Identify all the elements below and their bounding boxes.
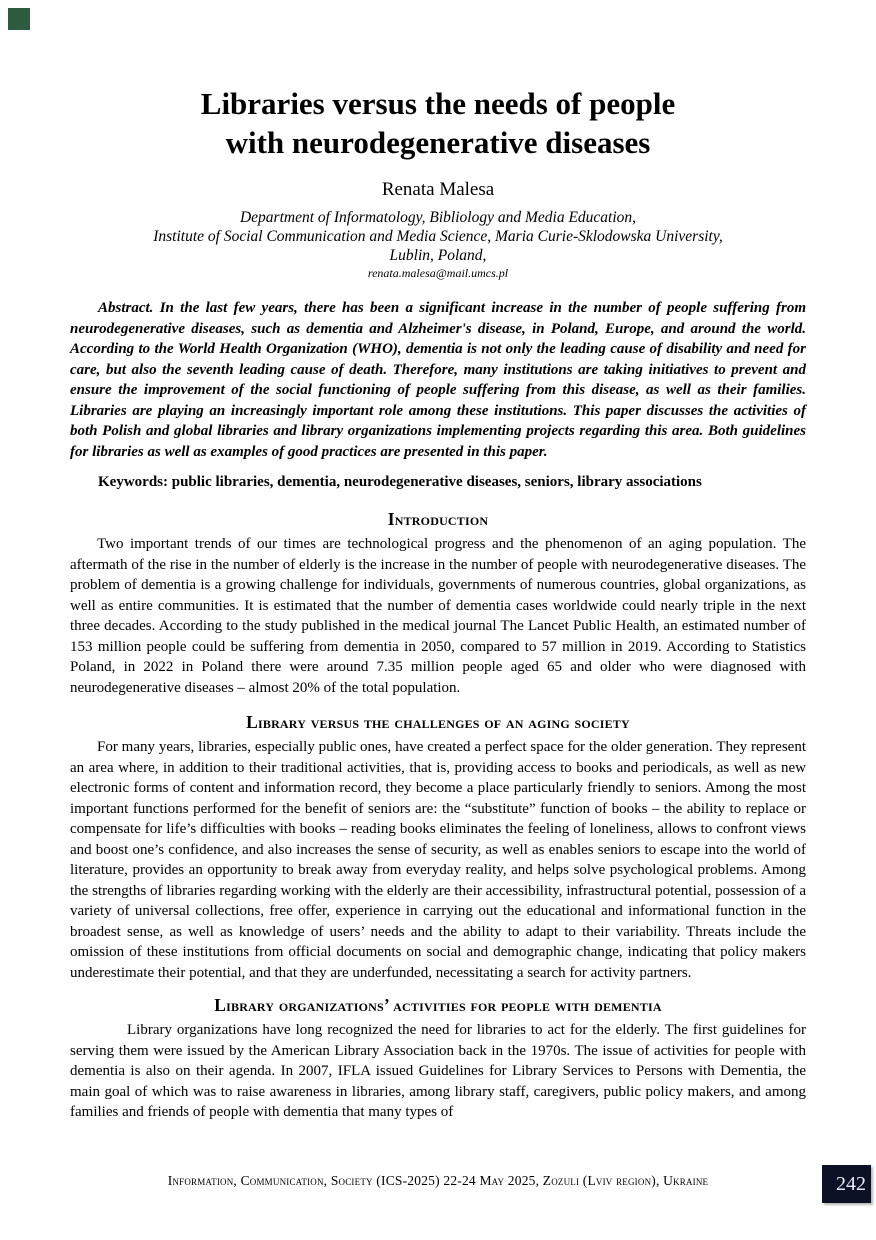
- paper-title: [70, 84, 806, 162]
- section-heading-dementia: Library organizations’ activities for people with dementia: [214, 995, 662, 1015]
- footer-conference-line: Information, Communication, Society (ICS-2025) 22-24 May 2025, Zozuli (Lviv region), Ukraine: [167, 1173, 709, 1188]
- paper-content: [70, 0, 806, 1123]
- paper-title-line-1: Libraries versus the needs of people: [200, 86, 676, 121]
- keywords-line: Keywords: public libraries, dementia, neurodegenerative diseases, seniors, library associations: [98, 474, 702, 490]
- corner-marker: [8, 8, 30, 30]
- paragraph-introduction: Two important trends of our times are technological progress and the phenomenon of an aging population. The aftermath of the rise in the number of elderly is the increase in the number of people with neurodegenerative diseases. The problem of dementia is a growing challenge for individuals, governments of numerous countries, global organizations, as well as entire communities. It is estimated that the number of dementia cases worldwide could nearly triple in the next three decades. According to the study published in the medical journal The Lancet Public Health, an estimated number of 153 million people could be suffering from dementia in 2050, compared to 57 million in 2019. According to Statistics Poland, in 2022 in Poland there were around 7.35 million people aged 65 and older who were diagnosed with neurodegenerative diseases – almost 20% of the total population.: [70, 536, 806, 696]
- affiliation-line-2: Institute of Social Communication and Media Science, Maria Curie-Sklodowska University,: [153, 228, 723, 245]
- page-number-box: [822, 1165, 871, 1203]
- affiliation-line-1: Department of Informatology, Bibliology and Media Education,: [239, 209, 637, 226]
- paper-title-line-2: with neurodegenerative diseases: [225, 125, 651, 160]
- author-email: renata.malesa@mail.umcs.pl: [367, 266, 509, 280]
- section-heading-aging-society: Library versus the challenges of an aging society: [246, 712, 630, 732]
- author-name: Renata Malesa: [381, 179, 495, 200]
- section-heading-introduction: Introduction: [387, 509, 489, 529]
- author-affiliation: [70, 208, 806, 265]
- page-number: 242: [836, 1172, 866, 1195]
- abstract-paragraph: Abstract. In the last few years, there has been a significant increase in the number of people suffering from neurodegenerative diseases, such as dementia and Alzheimer's disease, in Poland, Europe, and around the world. According to the World Health Organization (WHO), dementia is not only the leading cause of disability and need for care, but also the seventh leading cause of death. Therefore, many institutions are taking initiatives to prevent and ensure the improvement of the social functioning of people suffering from this disease, as well as their families. Libraries are playing an increasingly important role among these institutions. This paper discusses the activities of both Polish and global libraries and library organizations implementing projects regarding this area. Both guidelines for libraries as well as examples of good practices are presented in this paper.: [70, 300, 806, 460]
- paragraph-dementia: Library organizations have long recognized the need for libraries to act for the elderly. The first guidelines for serving them were issued by the American Library Association back in the 1970s. The issue of activities for people with dementia is also on their agenda. In 2007, IFLA issued Guidelines for Library Services to Persons with Dementia, the main goal of which was to raise awareness in libraries, among library staff, caregivers, public policy makers, and among families and friends of people with dementia that many types of: [70, 1022, 806, 1120]
- paragraph-aging-society: For many years, libraries, especially public ones, have created a perfect space for the older generation. They represent an area where, in addition to their traditional activities, that is, providing access to books and periodicals, as well as new electronic forms of content and information record, they become a place particularly friendly to seniors. Among the most important functions performed for the benefit of seniors are: the “substitute” function of books – the ability to replace or compensate for life’s difficulties with books – reading books eliminates the feeling of loneliness, allows to confront views and boost one’s confidence, and also increases the sense of security, as well as enables seniors to escape into the world of literature, provides an opportunity to break away from everyday reality, and helps solve psychological problems. Among the strengths of libraries regarding working with the elderly are their accessibility, infrastructural potential, possession of a variety of universal collections, free offer, experience in carrying out the educational and informational function in the broadest sense, as well as knowledge of users’ needs and the ability to adapt to their variability. Threats include the omission of these institutions from official documents on social and demographic change, indicating that policy makers underestimate their potential, and that they are underfunded, necessitating a search for activity partners.: [70, 739, 806, 981]
- affiliation-line-3: Lublin, Poland,: [389, 247, 487, 264]
